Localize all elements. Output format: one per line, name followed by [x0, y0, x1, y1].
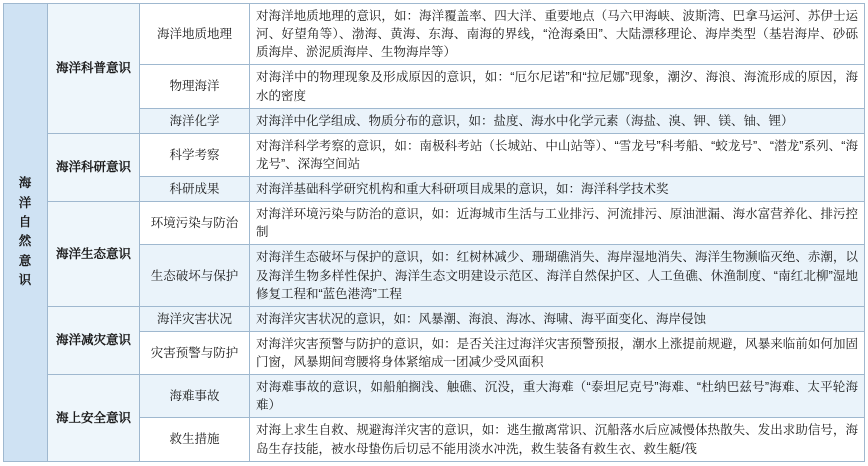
table-row [4, 306, 865, 331]
subtopic-cell: 科学考察 [140, 133, 250, 176]
subtopic-cell: 科研成果 [140, 177, 250, 202]
subtopic-cell: 灾害预警与防护 [140, 331, 250, 374]
subtopic-cell: 海洋灾害状况 [140, 306, 250, 331]
table-row [4, 4, 865, 65]
description-cell: 对海洋基础科学研究机构和重大科研项目成果的意识，如：海洋科学技术奖 [250, 177, 865, 202]
description-cell: 对海上求生自救、规避海洋灾害的意识，如：逃生撤离常识、沉船落水后应减慢体热散失、发出求助信号，海岛生存技能，被水母蛰伤后切忌不能用淡水冲洗，救生装备有救生衣、救生艇/筏 [250, 418, 865, 461]
category-cell-ocean-ecology: 海洋生态意识 [48, 202, 140, 307]
category-cell-ocean-disaster-reduction: 海洋减灾意识 [48, 306, 140, 374]
table-body [4, 4, 865, 462]
description-cell: 对海难事故的意识，如船舶搁浅、触礁、沉没，重大海难（“泰坦尼克号”海难、“杜纳巴兹号”海难、太平轮海难） [250, 375, 865, 418]
description-cell: 对海洋中化学组成、物质分布的意识，如：盐度、海水中化学元素（海盐、溴、钾、镁、铀、锂） [250, 108, 865, 133]
description-cell: 对海洋灾害预警与防护的意识，如：是否关注过海洋灾害预警预报，潮水上涨提前规避，风暴来临前如何加固门窗，风暴期间弯腰将身体紧缩成一团减少受风面积 [250, 331, 865, 374]
axis-title-text: 海洋自然意识 [18, 176, 33, 288]
description-cell: 对海洋生态破坏与保护的意识，如：红树林减少、珊瑚礁消失、海岸湿地消失、海洋生物濒临灭绝、赤潮，以及海洋生物多样性保护、海洋生态文明建设示范区、海洋自然保护区、人工鱼礁、休渔制度、“南红北柳”湿地修复工程和“蓝色港湾”工程 [250, 245, 865, 306]
subtopic-cell: 救生措施 [140, 418, 250, 461]
subtopic-cell: 物理海洋 [140, 65, 250, 108]
ocean-awareness-table [3, 3, 865, 462]
description-cell: 对海洋灾害状况的意识，如：风暴潮、海浪、海冰、海啸、海平面变化、海岸侵蚀 [250, 306, 865, 331]
subtopic-cell: 生态破坏与保护 [140, 245, 250, 306]
description-cell: 对海洋中的物理现象及形成原因的意识，如：“厄尔尼诺”和“拉尼娜”现象，潮汐、海浪、海流形成的原因，海水的密度 [250, 65, 865, 108]
subtopic-cell: 海洋地质地理 [140, 4, 250, 65]
category-cell-maritime-safety: 海上安全意识 [48, 375, 140, 462]
axis-title-cell [4, 4, 48, 462]
category-cell-ocean-research: 海洋科研意识 [48, 133, 140, 201]
subtopic-cell: 海洋化学 [140, 108, 250, 133]
subtopic-cell: 海难事故 [140, 375, 250, 418]
description-cell: 对海洋环境污染与防治的意识，如：近海城市生活与工业排污、河流排污、原油泄漏、海水富营养化、排污控制 [250, 202, 865, 245]
table-row [4, 375, 865, 418]
description-cell: 对海洋科学考察的意识，如：南极科考站（长城站、中山站等）、“雪龙号”科考船、“蛟龙号”、“潜龙”系列、“海龙号”、深海空间站 [250, 133, 865, 176]
description-cell: 对海洋地质地理的意识，如：海洋覆盖率、四大洋、重要地点（马六甲海峡、波斯湾、巴拿马运河、苏伊士运河、好望角等）、渤海、黄海、东海、南海的界线，“沧海桑田”、大陆漂移理论、海岸类型（基岩海岸、砂砾质海岸、淤泥质海岸、生物海岸等） [250, 4, 865, 65]
category-cell-ocean-popular-science: 海洋科普意识 [48, 4, 140, 134]
table-row [4, 202, 865, 245]
table-row [4, 133, 865, 176]
subtopic-cell: 环境污染与防治 [140, 202, 250, 245]
